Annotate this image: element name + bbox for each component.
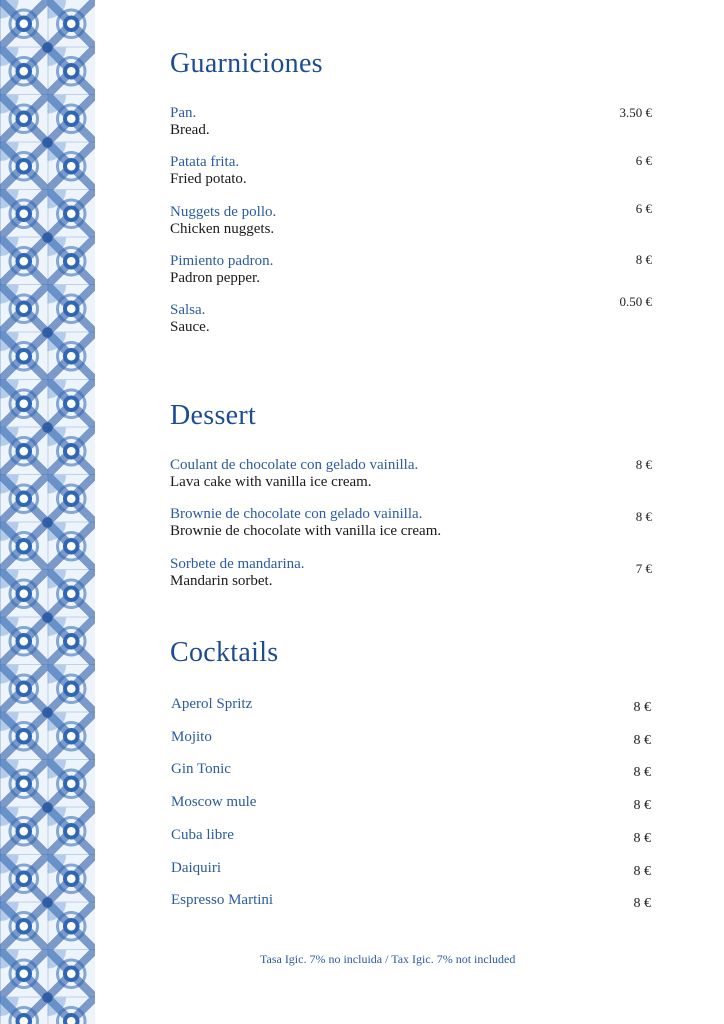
- item-name-en: Padron pepper.: [170, 270, 260, 286]
- item-price: 8 €: [635, 457, 652, 472]
- section-title-dessert: Dessert: [170, 400, 257, 431]
- cocktail-item: [171, 761, 652, 781]
- cocktail-price: 8 €: [633, 765, 651, 780]
- menu-item: [170, 253, 652, 287]
- item-name-es: Pan.: [170, 105, 197, 121]
- item-price: 0.50 €: [619, 294, 652, 309]
- item-name-en: Bread.: [170, 122, 210, 138]
- cocktail-item: [171, 729, 652, 749]
- item-price: 6 €: [635, 153, 652, 168]
- cocktail-name: Mojito: [171, 729, 212, 745]
- menu-item: [170, 201, 652, 238]
- section-title-cocktails: Cocktails: [170, 637, 279, 668]
- cocktail-item: [171, 794, 652, 814]
- cocktail-name: Gin Tonic: [171, 761, 231, 777]
- item-name-en: Lava cake with vanilla ice cream.: [170, 474, 372, 490]
- item-price: 7 €: [635, 561, 652, 576]
- cocktail-price: 8 €: [633, 798, 651, 813]
- item-name-es: Brownie de chocolate con gelado vainilla.: [170, 506, 423, 522]
- item-name-en: Fried potato.: [170, 171, 247, 187]
- menu-item: [170, 154, 652, 188]
- item-name-en: Brownie de chocolate with vanilla ice cream.: [170, 523, 442, 539]
- item-name-es: Salsa.: [170, 302, 206, 318]
- cocktail-item: [171, 696, 652, 716]
- section-title-guarniciones: Guarniciones: [170, 48, 323, 79]
- cocktail-price: 8 €: [633, 896, 651, 911]
- cocktail-item: [171, 827, 652, 847]
- item-name-es: Coulant de chocolate con gelado vainilla.: [170, 457, 419, 473]
- item-name-es: Sorbete de mandarina.: [170, 556, 305, 572]
- menu-item: [170, 457, 652, 491]
- cocktail-item: [171, 892, 652, 912]
- cocktail-price: 8 €: [633, 733, 651, 748]
- cocktail-name: Daiquiri: [171, 860, 221, 876]
- item-name-es: Nuggets de pollo.: [170, 204, 277, 220]
- cocktail-name: Moscow mule: [171, 794, 257, 810]
- cocktail-price: 8 €: [633, 831, 651, 846]
- menu-item: [170, 506, 652, 540]
- menu-item: [170, 294, 652, 336]
- item-price: 8 €: [635, 509, 652, 524]
- decorative-tile-border: [0, 0, 95, 1024]
- item-name-en: Mandarin sorbet.: [170, 573, 273, 589]
- item-price: 8 €: [635, 252, 652, 267]
- cocktail-item: [171, 860, 652, 880]
- item-name-es: Patata frita.: [170, 154, 240, 170]
- cocktail-price: 8 €: [633, 864, 651, 879]
- cocktail-name: Cuba libre: [171, 827, 234, 843]
- menu-item: [170, 556, 652, 590]
- cocktail-name: Espresso Martini: [171, 892, 274, 908]
- item-name-en: Sauce.: [170, 319, 210, 335]
- item-price: 3.50 €: [619, 105, 652, 120]
- cocktail-price: 8 €: [633, 700, 651, 715]
- tax-note: Tasa Igic. 7% no incluida / Tax Igic. 7% not included: [260, 952, 516, 966]
- menu-item: [170, 105, 652, 139]
- item-name-en: Chicken nuggets.: [170, 221, 275, 237]
- cocktail-name: Aperol Spritz: [171, 696, 253, 712]
- item-name-es: Pimiento padron.: [170, 253, 274, 269]
- item-price: 6 €: [635, 201, 652, 216]
